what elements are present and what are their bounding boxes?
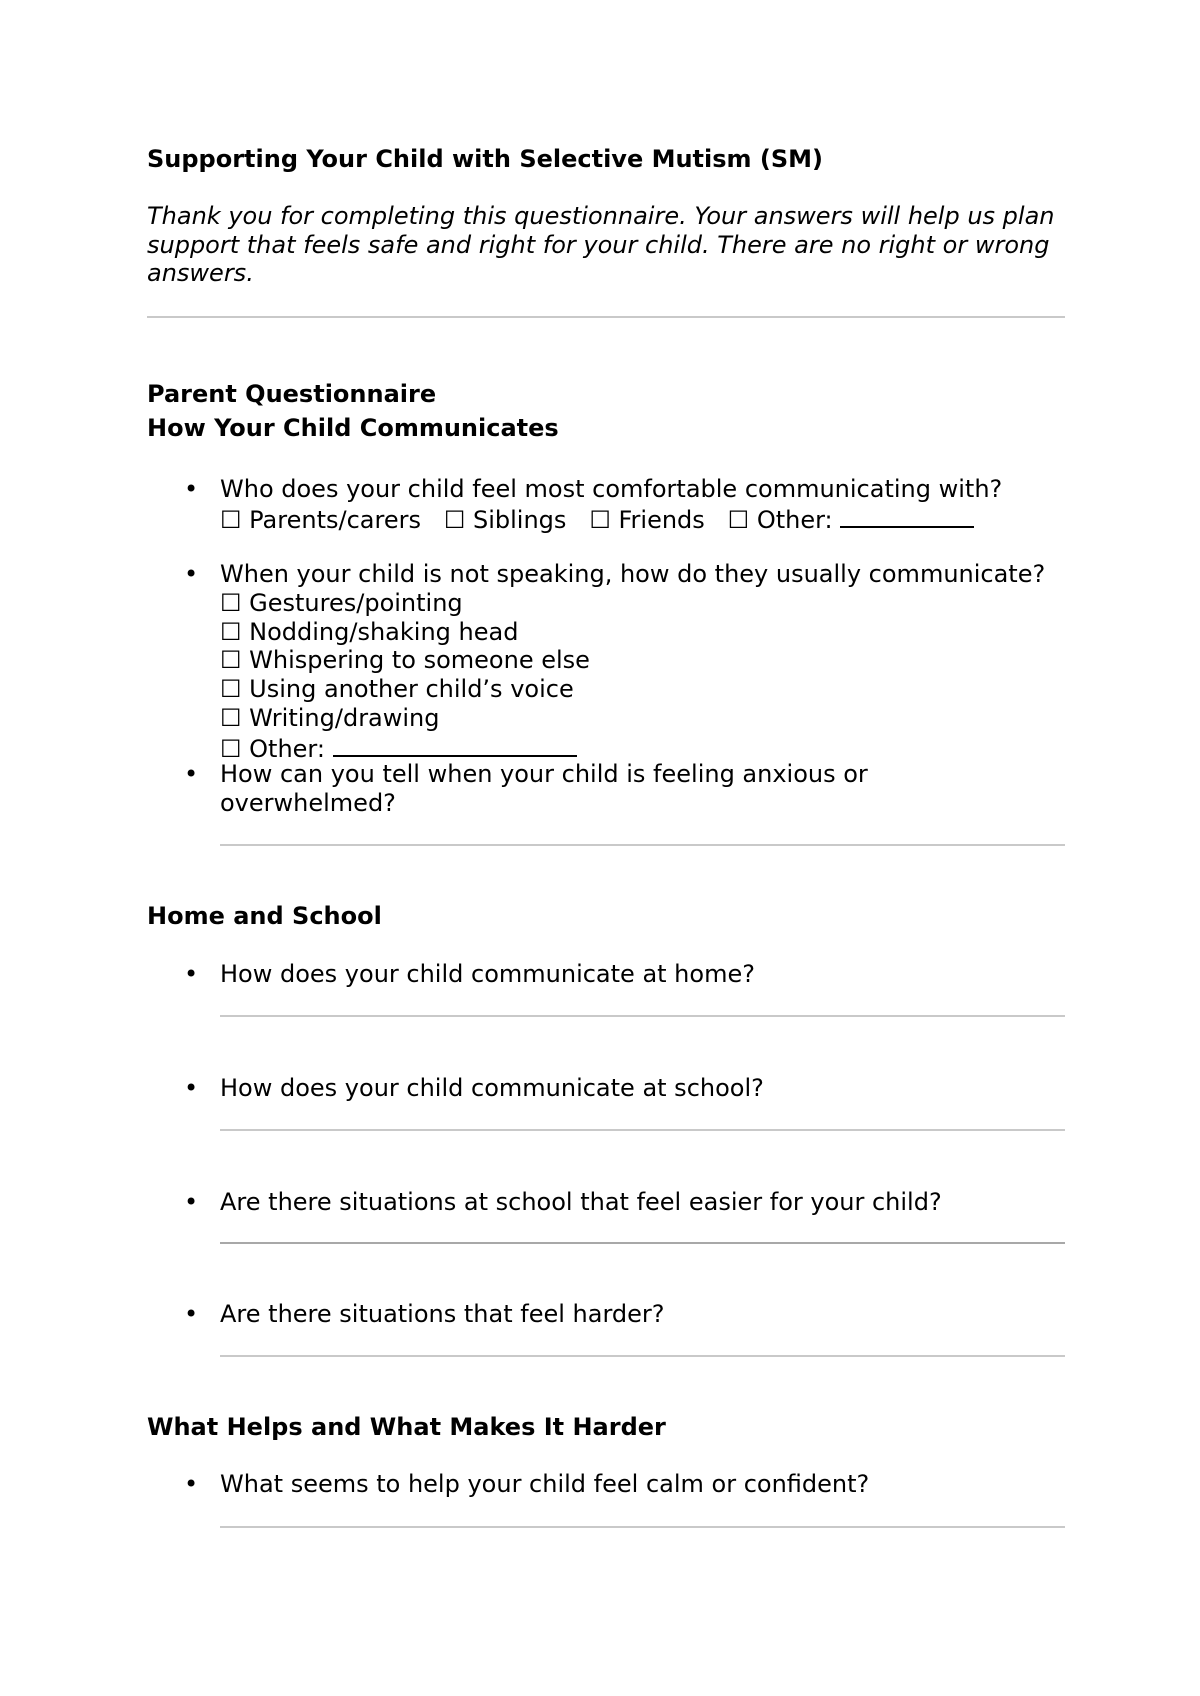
bullet-icon: • xyxy=(184,1300,199,1328)
question-easier-situations: Are there situations at school that feel easier for your child? xyxy=(220,1188,942,1216)
section-heading-what-helps: What Helps and What Makes It Harder xyxy=(147,1413,666,1441)
answer-line-communicate-school[interactable] xyxy=(220,1129,1065,1131)
bullet-icon: • xyxy=(184,1470,199,1498)
other-method-blank-field[interactable] xyxy=(333,733,577,757)
question-communicate-home: How does your child communicate at home? xyxy=(220,960,755,988)
section-divider xyxy=(147,316,1065,318)
other-blank-field[interactable] xyxy=(840,504,974,528)
options-comfortable-with xyxy=(220,504,974,535)
checkbox-parents[interactable]: ☐ xyxy=(220,506,242,534)
section-heading-home-school: Home and School xyxy=(147,902,382,930)
option-label-parents: Parents/carers xyxy=(249,506,421,534)
section-heading-parent-questionnaire: Parent Questionnaire xyxy=(147,380,437,408)
bullet-icon: • xyxy=(184,1188,199,1216)
bullet-icon: • xyxy=(184,475,199,503)
option-label-writing: Writing/drawing xyxy=(249,704,440,732)
option-whispering xyxy=(220,646,590,675)
checkbox-friends[interactable]: ☐ xyxy=(589,506,611,534)
option-gestures xyxy=(220,589,463,618)
checkbox-whispering[interactable]: ☐ xyxy=(220,646,242,674)
question-communicate-school: How does your child communicate at school? xyxy=(220,1074,764,1102)
section-subheading-communication: How Your Child Communicates xyxy=(147,414,559,442)
option-label-another-childs-voice: Using another child’s voice xyxy=(249,675,574,703)
option-label-gestures: Gestures/pointing xyxy=(249,589,463,617)
answer-line-communicate-home[interactable] xyxy=(220,1015,1065,1017)
intro-paragraph: Thank you for completing this questionnaire. Your answers will help us plan support that feels safe and right for your child. There are no right or wrong answers. xyxy=(147,202,1055,287)
option-label-other: Other: xyxy=(756,506,833,534)
option-nodding xyxy=(220,618,518,647)
question-calm-confident: What seems to help your child feel calm or confident? xyxy=(220,1470,870,1498)
answer-line-anxious-signs[interactable] xyxy=(220,844,1065,846)
option-label-friends: Friends xyxy=(618,506,705,534)
question-comfortable-with: Who does your child feel most comfortable communicating with? xyxy=(220,475,1003,503)
document-title: Supporting Your Child with Selective Mutism (SM) xyxy=(147,145,824,173)
option-label-whispering: Whispering to someone else xyxy=(249,646,590,674)
answer-line-harder-situations[interactable] xyxy=(220,1355,1065,1357)
checkbox-another-childs-voice[interactable]: ☐ xyxy=(220,675,242,703)
bullet-icon: • xyxy=(184,960,199,988)
question-anxious-signs: How can you tell when your child is feeling anxious or overwhelmed? xyxy=(220,760,868,817)
option-other xyxy=(220,733,577,764)
option-label-siblings: Siblings xyxy=(473,506,567,534)
answer-line-calm-confident[interactable] xyxy=(220,1526,1065,1528)
answer-line-easier-situations[interactable] xyxy=(220,1242,1065,1244)
checkbox-siblings[interactable]: ☐ xyxy=(443,506,466,534)
question-non-verbal-communication: When your child is not speaking, how do they usually communicate? xyxy=(220,560,1046,588)
bullet-icon: • xyxy=(184,1074,199,1102)
checkbox-gestures[interactable]: ☐ xyxy=(220,589,242,617)
option-another-childs-voice xyxy=(220,675,574,704)
checkbox-nodding[interactable]: ☐ xyxy=(220,618,242,646)
checkbox-other[interactable]: ☐ xyxy=(727,506,750,534)
option-label-other-method: Other: xyxy=(249,735,325,763)
checkbox-writing[interactable]: ☐ xyxy=(220,704,242,732)
option-label-nodding: Nodding/shaking head xyxy=(249,618,519,646)
bullet-icon: • xyxy=(184,560,199,588)
question-harder-situations: Are there situations that feel harder? xyxy=(220,1300,665,1328)
checkbox-other-method[interactable]: ☐ xyxy=(220,735,242,763)
option-writing xyxy=(220,704,440,733)
bullet-icon: • xyxy=(184,760,199,788)
